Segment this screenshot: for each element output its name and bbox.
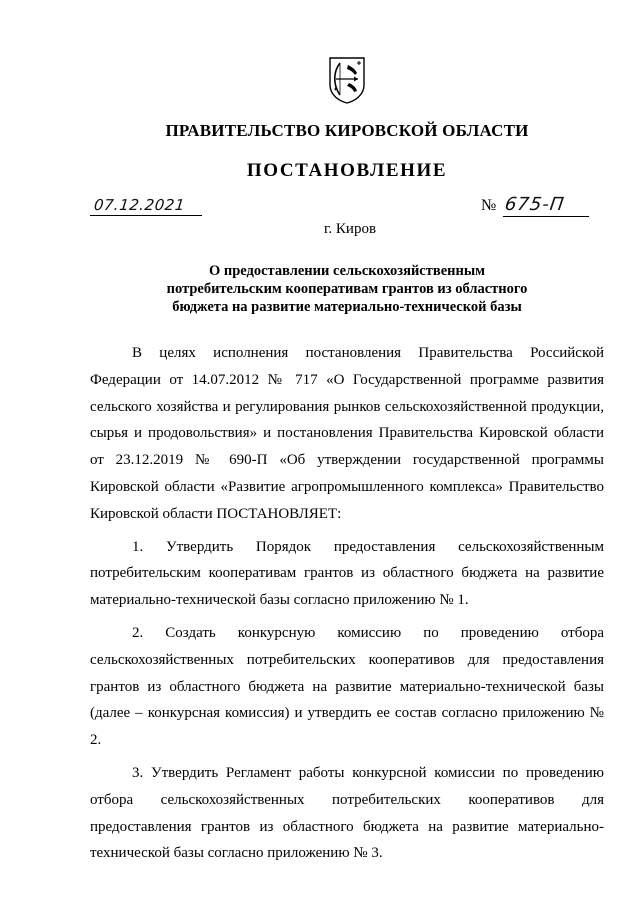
document-number: 675-П — [503, 194, 566, 215]
document-body — [90, 340, 604, 867]
number-sign: № — [481, 197, 497, 214]
coat-of-arms-icon — [327, 55, 367, 105]
date-underline — [90, 215, 202, 216]
document-type: ПОСТАНОВЛЕНИЕ — [246, 160, 448, 181]
list-item: 3. Утвердить Регламент работы конкурсной комиссии по проведению отбора сельскохозяйственных потребительских кооперативов для предоставления грантов из областного бюджета на развитие материально-технической базы согласно приложению № 3. — [90, 764, 604, 862]
heading-line: потребительским кооперативам грантов из областного — [166, 281, 528, 297]
preamble-paragraph: В целях исполнения постановления Правительства Российской Федерации от 14.07.2012 № 717 «О Государственной программе развития сельского хозяйства и регулирования рынков сельскохозяйственной продукции, сырья и продовольствия» и постановления Правительства Кировской области от 23.12.2019 № 690-П «Об утверждении государственной программы Кировской области «Развитие агропромышленного комплекса» Правительство Кировской области ПОСТАНОВЛЯЕТ: — [90, 345, 604, 522]
document-heading — [140, 262, 554, 316]
document-number-field — [481, 196, 596, 218]
list-item: 2. Создать конкурсную комиссию по проведению отбора сельскохозяйственных потребительских кооперативов для предоставления грантов из областного бюджета на развитие материально-технической базы (далее – конкурсная комиссия) и утвердить ее состав согласно приложению № 2. — [90, 624, 604, 749]
document-date-field — [90, 196, 205, 218]
number-underline — [503, 216, 589, 217]
heading-line: бюджета на развитие материально-технической базы — [172, 299, 522, 315]
city-name: г. Киров — [323, 221, 377, 237]
list-item: 1. Утвердить Порядок предоставления сельскохозяйственным потребительским кооперативам грантов из областного бюджета на развитие материально-технической базы согласно приложению № 1. — [90, 538, 604, 609]
document-date: 07.12.2021 — [93, 196, 186, 214]
heading-line: О предоставлении сельскохозяйственным — [208, 263, 486, 279]
organization-title: ПРАВИТЕЛЬСТВО КИРОВСКОЙ ОБЛАСТИ — [165, 121, 529, 140]
